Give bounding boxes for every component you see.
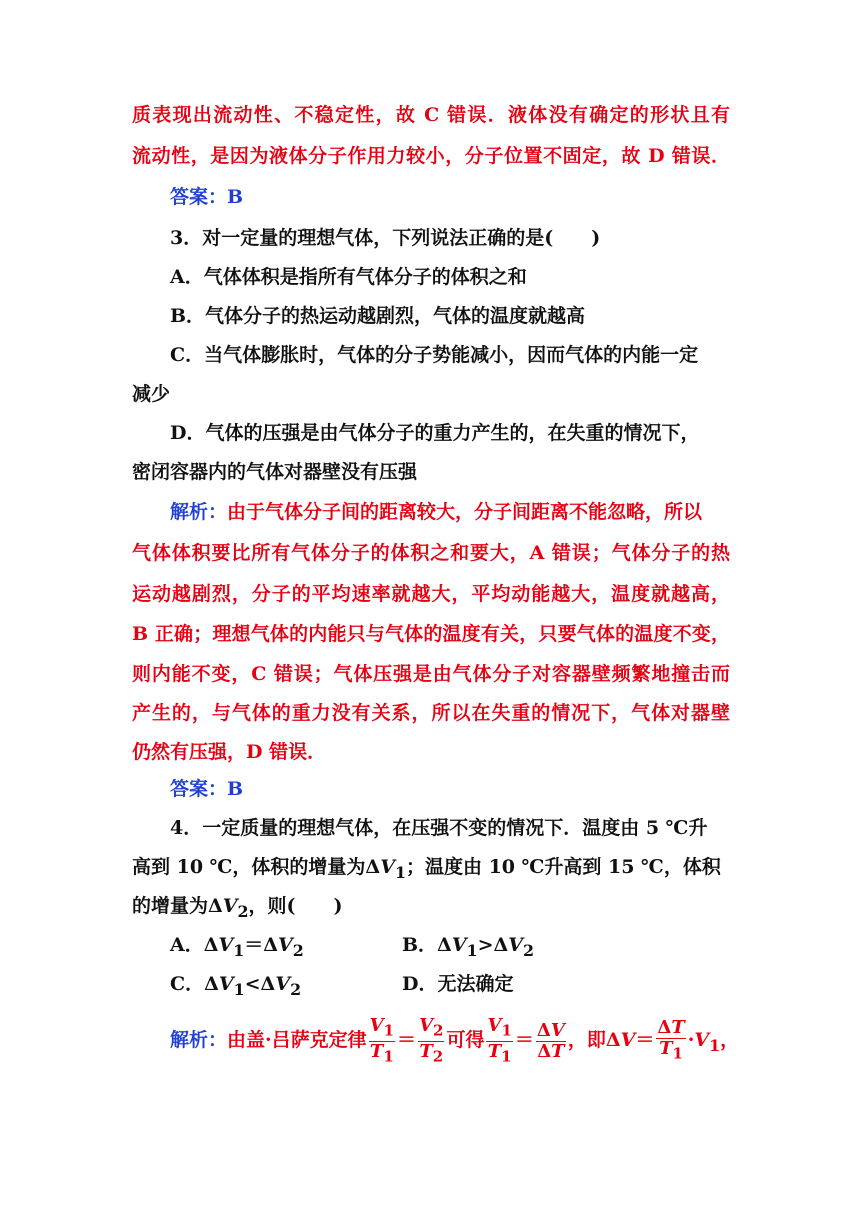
answer-q3: 答案：B bbox=[170, 778, 244, 800]
q4-stem-line2: 高到 10 ℃，体积的增量为$\Delta V_1$；温度由 10 ℃升高到 15 ℃，体积 bbox=[132, 856, 721, 882]
fraction-v1-t1: $\frac{V_1}{T_1}$ bbox=[369, 1015, 395, 1066]
fraction-v2-t2: $\frac{V_2}{T_2}$ bbox=[419, 1015, 444, 1066]
intro-line-1: 质表现出流动性、不稳定性，故 C 错误．液体没有确定的形状且有 bbox=[132, 104, 730, 126]
q3-option-d-line2: 密闭容器内的气体对器壁没有压强 bbox=[132, 461, 418, 483]
intro-line-2: 流动性，是因为液体分子作用力较小，分子位置不固定，故 D 错误． bbox=[132, 145, 730, 167]
q4-option-a: A．$\Delta V_1=\Delta V_2$ bbox=[170, 934, 304, 960]
answer-value: B bbox=[227, 186, 244, 208]
q3-analysis-line7: 仍然有压强，D 错误． bbox=[132, 741, 327, 763]
q3-analysis-line5: 则内能不变，C 错误；气体压强是由气体分子对容器壁频繁地撞击而 bbox=[132, 663, 730, 685]
q3-analysis-line2: 气体体积要比所有气体分子的体积之和要大，A 错误；气体分子的热 bbox=[132, 542, 730, 564]
q3-analysis-line4: B 正确；理想气体的内能只与气体的温度有关，只要气体的温度不变， bbox=[132, 623, 730, 645]
q4-option-b: B．$\Delta V_1>\Delta V_2$ bbox=[402, 934, 535, 960]
q4-stem-line3: 的增量为$\Delta V_2$，则( ) bbox=[132, 895, 343, 921]
q3-analysis-line1: 解析：由于气体分子间的距离较大，分子间距离不能忽略，所以 bbox=[170, 501, 703, 523]
q3-analysis-line3: 运动越剧烈，分子的平均速率就越大，平均动能越大，温度就越高， bbox=[132, 583, 730, 605]
q3-analysis-line6: 产生的，与气体的重力没有关系，所以在失重的情况下，气体对器壁 bbox=[132, 702, 730, 724]
fraction-v1-t1-b: $\frac{V_1}{T_1}$ bbox=[487, 1015, 512, 1066]
answer-q2 bbox=[170, 186, 243, 208]
q3-option-b: B．气体分子的热运动越剧烈，气体的温度就越高 bbox=[170, 305, 586, 327]
fraction-dv-dt: $\frac{\Delta V}{\Delta T}$ bbox=[536, 1019, 565, 1062]
q3-option-a: A．气体体积是指所有气体分子的体积之和 bbox=[170, 266, 527, 288]
q4-analysis-line1: 解析：由盖·吕萨克定律 $\frac{V_1}{T_1}$ ＝ $\frac{V_2}{T_2}$ 可得 $\frac{V_1}{T_1}$ ＝ $\frac{\Delta V}{\Delta T}$ ，即ΔV＝ $\frac{\Delta T}{T_1}$ $\cdot V_1$， bbox=[170, 1015, 740, 1066]
analysis-label: 解析： bbox=[170, 1029, 228, 1052]
analysis-label: 解析： bbox=[170, 501, 228, 523]
q4-option-c: C．$\Delta V_1<\Delta V_2$ bbox=[170, 973, 302, 999]
fraction-dt-t1: $\frac{\Delta T}{T_1}$ bbox=[657, 1017, 685, 1063]
q3-option-c-line1: C．当气体膨胀时，气体的分子势能减小，因而气体的内能一定 bbox=[170, 344, 699, 366]
q4-stem-line1: 4．一定质量的理想气体，在压强不变的情况下．温度由 5 ℃升 bbox=[170, 817, 708, 839]
q3-option-d-line1: D．气体的压强是由气体分子的重力产生的，在失重的情况下， bbox=[170, 422, 700, 444]
q4-option-d: D．无法确定 bbox=[402, 973, 514, 995]
q4-options-row1 bbox=[170, 934, 304, 962]
answer-label: 答案： bbox=[170, 186, 228, 208]
q3-stem: 3．对一定量的理想气体，下列说法正确的是( ) bbox=[170, 227, 601, 249]
q3-option-c-line2: 减少 bbox=[132, 383, 171, 405]
